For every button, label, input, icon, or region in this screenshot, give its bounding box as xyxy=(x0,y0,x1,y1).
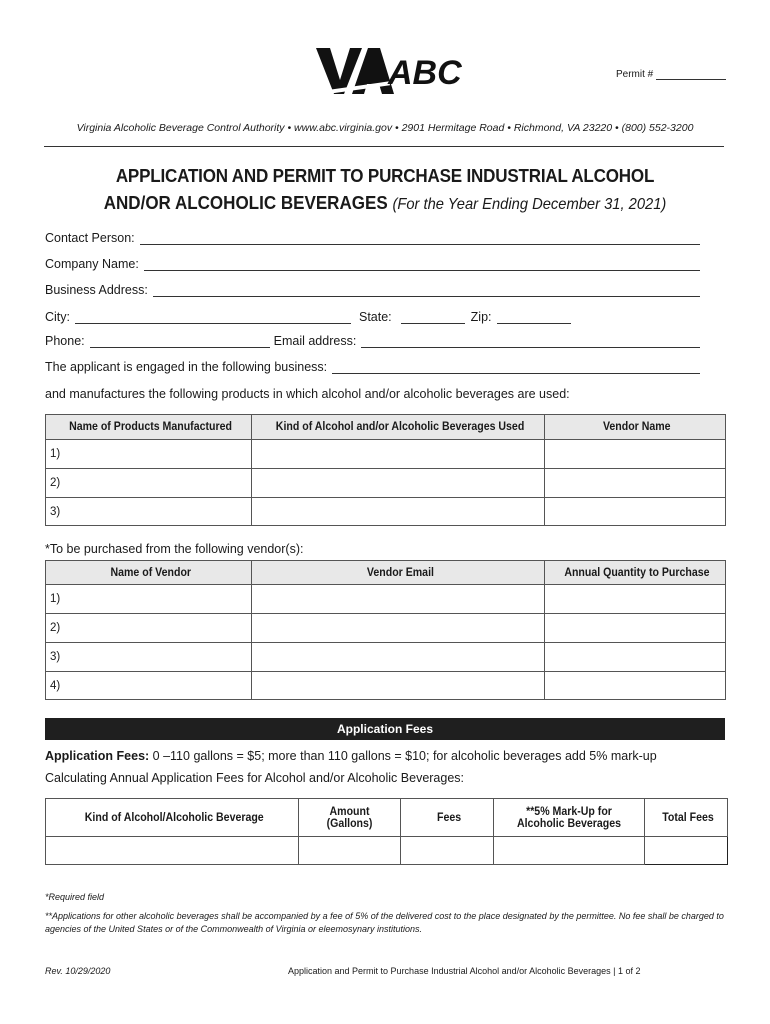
permit-number-line[interactable] xyxy=(656,69,726,80)
required-field-note: *Required field xyxy=(45,892,105,902)
products-table xyxy=(45,414,726,526)
contact-person-label: Contact Person: xyxy=(45,231,135,245)
table-cell[interactable] xyxy=(252,440,545,469)
total-fees-cell[interactable] xyxy=(645,837,728,865)
kind-cell[interactable] xyxy=(46,837,299,865)
vendor-name-col-header: Vendor Name xyxy=(545,415,726,440)
table-row xyxy=(46,837,728,865)
row-number[interactable]: 1) xyxy=(46,585,252,614)
table-cell[interactable] xyxy=(545,614,726,643)
zip-label: Zip: xyxy=(470,310,492,324)
table-cell[interactable] xyxy=(252,643,545,672)
state-label: State: xyxy=(359,310,392,324)
company-name-row xyxy=(45,257,700,271)
table-row xyxy=(46,498,726,526)
markup-col-header: **5% Mark-Up for Alcoholic Beverages xyxy=(494,799,645,837)
table-cell[interactable] xyxy=(545,469,726,498)
table-cell[interactable] xyxy=(252,585,545,614)
email-label: Email address: xyxy=(273,334,357,348)
table-cell[interactable] xyxy=(545,585,726,614)
company-name-label: Company Name: xyxy=(45,257,139,271)
phone-label: Phone: xyxy=(45,334,85,348)
table-row xyxy=(46,585,726,614)
agency-info: Virginia Alcoholic Beverage Control Authority • www.abc.virginia.gov • 2901 Hermitage Road • Richmond, VA 23220 • (800) 552-3200 xyxy=(76,122,694,134)
phone-email-row xyxy=(45,334,700,348)
products-header-row xyxy=(46,415,726,440)
title-line2-text: AND/OR ALCOHOLIC BEVERAGES xyxy=(103,192,388,213)
row-number[interactable]: 2) xyxy=(46,469,252,498)
city-field[interactable] xyxy=(75,310,351,324)
contact-person-field[interactable] xyxy=(140,231,700,245)
business-address-row xyxy=(45,283,700,297)
permit-number-field[interactable] xyxy=(616,69,726,80)
business-type-label: The applicant is engaged in the following business: xyxy=(45,360,328,374)
business-address-label: Business Address: xyxy=(45,283,148,297)
va-abc-logo xyxy=(316,46,462,96)
table-cell[interactable] xyxy=(252,614,545,643)
vendor-name-col-header: Name of Vendor xyxy=(46,561,252,585)
table-cell[interactable] xyxy=(545,643,726,672)
applications-note: **Applications for other alcoholic beverages shall be accompanied by a fee of 5% of the delivered cost to the place designated by the permittee. No fee shall be charged to agencies of the United States or of the Commonwealth of Virginia or eleemosynary institutions. xyxy=(45,911,724,934)
business-address-field[interactable] xyxy=(153,283,700,297)
row-number[interactable]: 2) xyxy=(46,614,252,643)
table-row xyxy=(46,440,726,469)
total-fees-col-header: Total Fees xyxy=(645,799,728,837)
row-number[interactable]: 4) xyxy=(46,672,252,700)
svg-text:ABC: ABC xyxy=(388,54,462,92)
table-row xyxy=(46,672,726,700)
email-field[interactable] xyxy=(361,334,700,348)
markup-cell[interactable] xyxy=(494,837,645,865)
table-cell[interactable] xyxy=(252,469,545,498)
table-cell[interactable] xyxy=(545,498,726,526)
application-fees-bar: Application Fees xyxy=(45,718,725,740)
phone-field[interactable] xyxy=(90,334,270,348)
annual-quantity-col-header: Annual Quantity to Purchase xyxy=(545,561,726,585)
products-col-header: Name of Products Manufactured xyxy=(46,415,252,440)
fees-calc-text: Calculating Annual Application Fees for Alcohol and/or Alcoholic Beverages: xyxy=(45,771,465,785)
fees-cell[interactable] xyxy=(401,837,494,865)
amount-cell[interactable] xyxy=(299,837,401,865)
fees-table xyxy=(45,798,728,865)
table-row xyxy=(46,643,726,672)
fees-label: Application Fees: xyxy=(45,749,150,763)
page-title-line1: APPLICATION AND PERMIT TO PURCHASE INDUSTRIAL ALCOHOL xyxy=(115,165,655,186)
row-number[interactable]: 3) xyxy=(46,498,252,526)
table-cell[interactable] xyxy=(545,440,726,469)
page-title-line2 xyxy=(31,192,739,214)
row-number[interactable]: 3) xyxy=(46,643,252,672)
revision-date: Rev. 10/29/2020 xyxy=(45,966,111,976)
header-divider xyxy=(44,146,724,147)
company-name-field[interactable] xyxy=(144,257,700,271)
city-state-zip-row xyxy=(45,310,700,324)
table-cell[interactable] xyxy=(252,498,545,526)
title-year: (For the Year Ending December 31, 2021) xyxy=(392,196,667,213)
fees-header-row xyxy=(46,799,728,837)
state-field[interactable] xyxy=(401,310,465,324)
vendors-intro: *To be purchased from the following vendor(s): xyxy=(45,542,304,556)
city-label: City: xyxy=(45,310,70,324)
alcohol-kind-col-header: Kind of Alcohol and/or Alcoholic Beverages Used xyxy=(252,415,545,440)
zip-field[interactable] xyxy=(497,310,571,324)
vendors-header-row xyxy=(46,561,726,585)
fees-text: 0 –110 gallons = $5; more than 110 gallons = $10; for alcoholic beverages add 5% mark-up xyxy=(149,749,657,763)
table-row xyxy=(46,469,726,498)
table-row xyxy=(46,614,726,643)
kind-col-header: Kind of Alcohol/Alcoholic Beverage xyxy=(46,799,299,837)
table-cell[interactable] xyxy=(252,672,545,700)
footer-title: Application and Permit to Purchase Industrial Alcohol and/or Alcoholic Beverages | 1 of 2 xyxy=(288,966,641,976)
table-cell[interactable] xyxy=(545,672,726,700)
fees-col-header: Fees xyxy=(401,799,494,837)
row-number[interactable]: 1) xyxy=(46,440,252,469)
manufactures-text: and manufactures the following products in which alcohol and/or alcoholic beverages are used: xyxy=(45,387,570,401)
business-type-field[interactable] xyxy=(332,360,700,374)
vendor-email-col-header: Vendor Email xyxy=(252,561,545,585)
fees-description xyxy=(45,749,735,763)
permit-label: Permit # xyxy=(616,69,654,80)
vendors-table xyxy=(45,560,726,700)
contact-person-row xyxy=(45,231,700,245)
business-type-row xyxy=(45,360,700,374)
amount-col-header: Amount (Gallons) xyxy=(299,799,401,837)
